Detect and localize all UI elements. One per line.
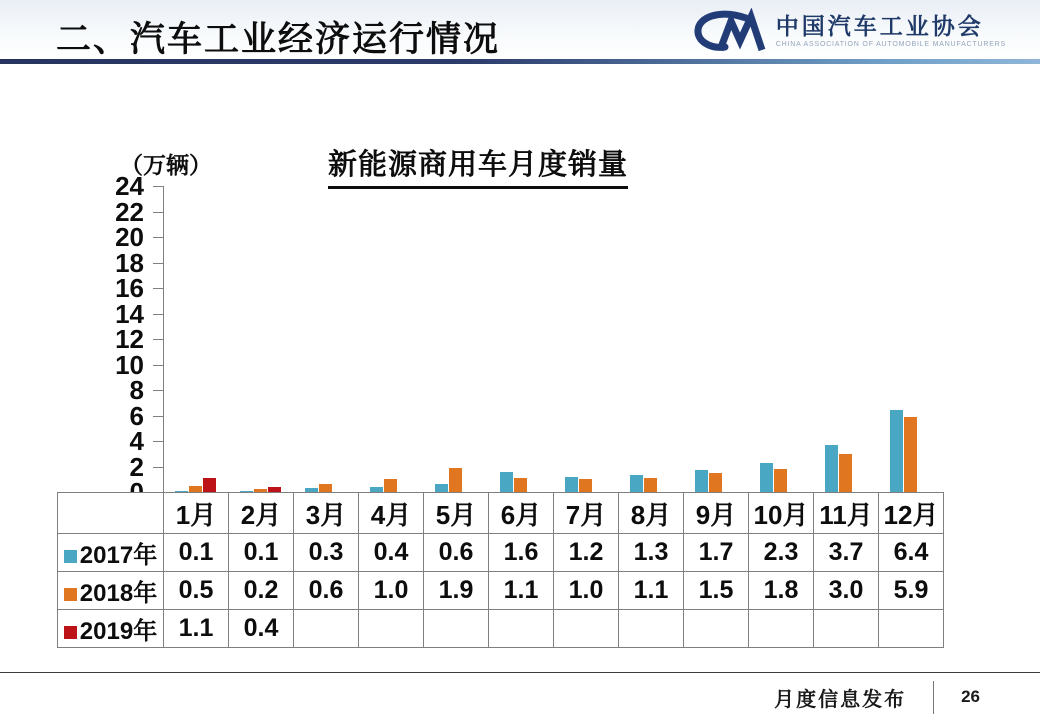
bar-2017年-11月 — [825, 445, 838, 492]
value-cell-2018年-8月: 1.1 — [619, 572, 684, 610]
bar-2018年-8月 — [644, 478, 657, 492]
legend-swatch-icon — [64, 588, 77, 601]
y-axis-tick-label: 16 — [115, 273, 144, 303]
y-axis-line — [163, 186, 164, 492]
bar-2018年-11月 — [839, 454, 852, 492]
header — [0, 0, 1040, 59]
y-axis-tick-label: 10 — [115, 349, 144, 380]
data-table — [57, 492, 944, 648]
value-cell-2019年-2月: 0.4 — [229, 610, 294, 648]
bar-2017年-9月 — [695, 470, 708, 492]
y-axis-tick-mark — [153, 416, 163, 417]
logo-name-en: CHINA ASSOCIATION OF AUTOMOBILE MANUFACTURERS — [775, 41, 1006, 49]
value-cell-2018年-3月: 0.6 — [294, 572, 359, 610]
legend-series-label: 2019年 — [79, 618, 158, 645]
cam-logo-icon — [690, 8, 768, 54]
bar-2019年-1月 — [203, 478, 216, 492]
legend-swatch-icon — [64, 626, 77, 639]
value-cell-2019年-11月 — [814, 610, 879, 648]
value-cell-2018年-12月: 5.9 — [879, 572, 944, 610]
y-axis-tick-label: 4 — [129, 426, 144, 456]
value-cell-2017年-6月: 1.6 — [489, 534, 554, 572]
bar-2018年-7月 — [579, 479, 592, 492]
value-cell-2019年-9月 — [684, 610, 749, 648]
y-axis-tick-mark — [153, 288, 163, 289]
legend-cell-2018年 — [58, 572, 164, 610]
value-cell-2018年-4月: 1.0 — [359, 572, 424, 610]
month-header-cell: 7月 — [554, 493, 619, 534]
bar-2017年-12月 — [890, 410, 903, 492]
month-header-cell: 4月 — [359, 493, 424, 534]
y-axis-tick-mark — [153, 441, 163, 442]
header-rule — [0, 59, 1040, 64]
value-cell-2018年-1月: 0.5 — [164, 572, 229, 610]
bar-2018年-4月 — [384, 479, 397, 492]
bar-2017年-6月 — [500, 472, 513, 492]
value-cell-2017年-2月: 0.1 — [229, 534, 294, 572]
legend-cell-2017年 — [58, 534, 164, 572]
axis-unit-label: （万辆） — [120, 152, 212, 178]
table-corner-cell — [58, 493, 164, 534]
bar-2018年-6月 — [514, 478, 527, 492]
bar-2018年-12月 — [904, 417, 917, 492]
value-cell-2018年-2月: 0.2 — [229, 572, 294, 610]
y-axis-tick-mark — [153, 237, 163, 238]
bar-2017年-8月 — [630, 475, 643, 492]
y-axis-tick-label: 2 — [129, 451, 144, 482]
y-axis-tick-mark — [153, 467, 163, 468]
y-axis-tick-mark — [153, 390, 163, 391]
y-axis-tick-label: 20 — [115, 222, 144, 252]
y-axis-tick-mark — [153, 263, 163, 264]
chart-title: 新能源商用车月度销量 — [328, 142, 628, 189]
value-cell-2018年-7月: 1.0 — [554, 572, 619, 610]
y-axis-tick-mark — [153, 365, 163, 366]
footer — [774, 679, 980, 715]
month-header-cell: 10月 — [749, 493, 814, 534]
value-cell-2018年-5月: 1.9 — [424, 572, 489, 610]
month-header-cell: 11月 — [814, 493, 879, 534]
value-cell-2019年-4月 — [359, 610, 424, 648]
bar-2017年-7月 — [565, 477, 578, 492]
value-cell-2017年-10月: 2.3 — [749, 534, 814, 572]
value-cell-2019年-8月 — [619, 610, 684, 648]
y-axis-tick-mark — [153, 212, 163, 213]
value-cell-2019年-7月 — [554, 610, 619, 648]
month-header-cell: 3月 — [294, 493, 359, 534]
value-cell-2019年-5月 — [424, 610, 489, 648]
logo — [690, 8, 1006, 54]
value-cell-2019年-12月 — [879, 610, 944, 648]
logo-name-cn: 中国汽车工业协会 — [775, 12, 984, 39]
value-cell-2017年-12月: 6.4 — [879, 534, 944, 572]
value-cell-2018年-10月: 1.8 — [749, 572, 814, 610]
bar-2018年-5月 — [449, 468, 462, 492]
footer-rule — [0, 672, 1040, 673]
month-header-cell: 2月 — [229, 493, 294, 534]
value-cell-2018年-6月: 1.1 — [489, 572, 554, 610]
month-header-cell: 12月 — [879, 493, 944, 534]
value-cell-2017年-4月: 0.4 — [359, 534, 424, 572]
value-cell-2017年-8月: 1.3 — [619, 534, 684, 572]
value-cell-2019年-1月: 1.1 — [164, 610, 229, 648]
footer-label: 月度信息发布 — [774, 688, 907, 711]
bar-2018年-9月 — [709, 473, 722, 492]
bar-2018年-3月 — [319, 484, 332, 492]
y-axis-tick-label: 8 — [129, 375, 144, 405]
value-cell-2018年-9月: 1.5 — [684, 572, 749, 610]
page-title: 二、汽车工业经济运行情况 — [56, 20, 501, 59]
value-cell-2017年-7月: 1.2 — [554, 534, 619, 572]
month-header-cell: 1月 — [164, 493, 229, 534]
value-cell-2017年-1月: 0.1 — [164, 534, 229, 572]
y-axis-tick-label: 12 — [115, 324, 144, 354]
legend-cell-2019年 — [58, 610, 164, 648]
footer-divider — [933, 681, 934, 714]
month-header-cell: 9月 — [684, 493, 749, 534]
legend-series-label: 2018年 — [79, 580, 158, 607]
y-axis-tick-label: 24 — [115, 171, 144, 201]
y-axis-tick-mark — [153, 339, 163, 340]
value-cell-2018年-11月: 3.0 — [814, 572, 879, 610]
legend-series-label: 2017年 — [79, 542, 158, 569]
value-cell-2017年-5月: 0.6 — [424, 534, 489, 572]
y-axis-tick-label: 22 — [115, 196, 144, 227]
value-cell-2017年-11月: 3.7 — [814, 534, 879, 572]
value-cell-2019年-10月 — [749, 610, 814, 648]
bar-2017年-10月 — [760, 463, 773, 492]
month-header-cell: 6月 — [489, 493, 554, 534]
value-cell-2019年-6月 — [489, 610, 554, 648]
bar-2018年-10月 — [774, 469, 787, 492]
month-header-cell: 5月 — [424, 493, 489, 534]
y-axis-tick-mark — [153, 314, 163, 315]
y-axis-tick-label: 18 — [115, 247, 144, 278]
y-axis-tick-mark — [153, 186, 163, 187]
value-cell-2017年-3月: 0.3 — [294, 534, 359, 572]
value-cell-2017年-9月: 1.7 — [684, 534, 749, 572]
page-number: 26 — [961, 687, 980, 706]
legend-swatch-icon — [64, 550, 77, 563]
y-axis-tick-label: 6 — [129, 400, 144, 431]
y-axis-tick-label: 14 — [115, 298, 144, 329]
month-header-cell: 8月 — [619, 493, 684, 534]
value-cell-2019年-3月 — [294, 610, 359, 648]
bar-2017年-5月 — [435, 484, 448, 492]
logo-text — [776, 14, 1006, 48]
